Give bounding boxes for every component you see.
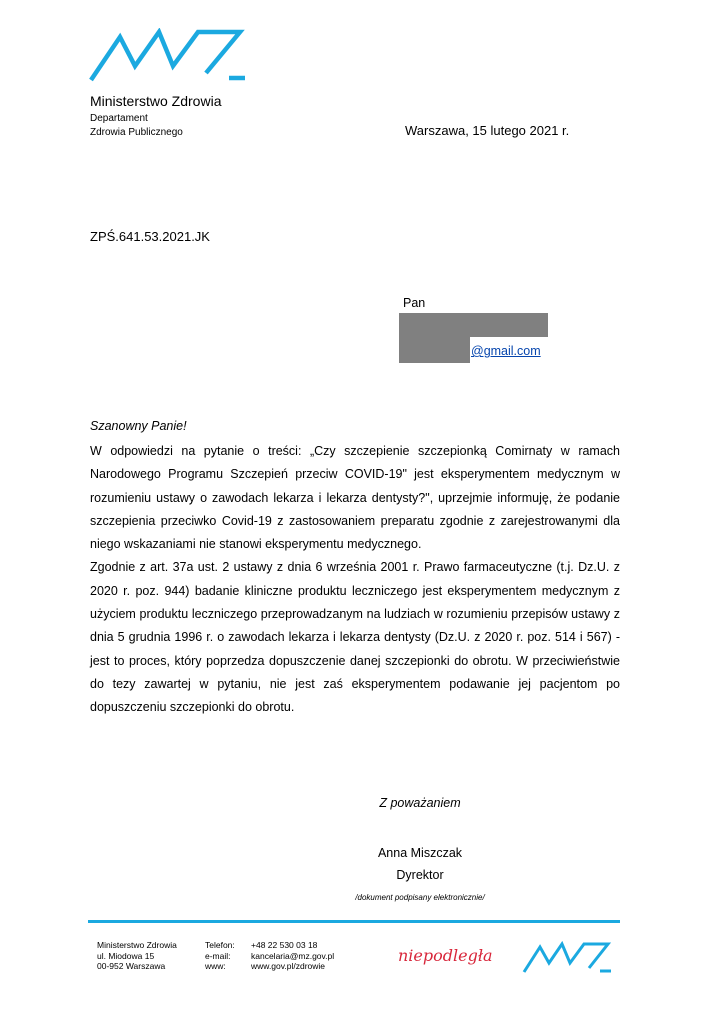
- signer-role: Dyrektor: [396, 868, 444, 882]
- footer-street: ul. Miodowa 15: [97, 950, 155, 961]
- footer-contact-labels: [205, 940, 235, 972]
- closing: Z poważaniem: [379, 796, 461, 810]
- letter-date: Warszawa, 15 lutego 2021 r.: [405, 123, 570, 138]
- body-paragraph: W odpowiedzi na pytanie o treści: „Czy szczepienie szczepionką Comirnaty w ramach Narodowego Programu Szczepień przeciw COVID-19" jest eksperymentem medycznym w rozumieniu ustawy o zawodach lekarza i lekarza dentysty?", uprzejmie informuję, że podanie szczepienia przeciwko Covid-19 z zastosowaniem preparatu zgodnie z zarejestrowanymi dla niego wskazaniami nie stanowi eksperymentu medycznego.: [90, 444, 620, 552]
- footer-phone: +48 22 530 03 18: [251, 940, 318, 950]
- footer-email[interactable]: kancelaria@mz.gov.pl: [251, 950, 335, 961]
- footer-phone-label: Telefon:: [205, 940, 235, 950]
- department-line-2: Zdrowia Publicznego: [90, 127, 183, 138]
- ministry-logo-small: [522, 941, 614, 975]
- reference-number: ZPŚ.641.53.2021.JK: [90, 229, 210, 244]
- redaction-block: [399, 313, 548, 337]
- letter-body: [90, 440, 620, 720]
- department-name: [90, 112, 183, 140]
- body-paragraph: Zgodnie z art. 37a ust. 2 ustawy z dnia 6 września 2001 r. Prawo farmaceutyczne (t.j. Dz.U. z 2020 r. poz. 944) badanie kliniczne produktu leczniczego jest eksperymentem medycznym z użyciem produktu leczniczego przeprowadzanym na ludziach w rozumieniu przepisów ustawy z dnia 5 grudnia 1996 r. o zawodach lekarza i lekarza dentysty (Dz.U. z 2020 r. poz. 514 i 567) - jest to proces, który poprzedza dopuszczenie danej szczepionki do obrotu. W przeciwieństwie do tezy zawartej w pytaniu, nie jest zaś eksperymentem podawanie jej pacjentom po dopuszczeniu szczepionki do obrotu.: [90, 560, 620, 715]
- signer-name: Anna Miszczak: [377, 846, 463, 860]
- ministry-name: Ministerstwo Zdrowia: [90, 93, 222, 109]
- footer-www-label: www:: [205, 961, 226, 971]
- ministry-logo: [88, 28, 248, 84]
- niepodlegla-badge: niepodległa: [398, 946, 493, 965]
- footer-divider: [88, 920, 620, 923]
- footer-www[interactable]: www.gov.pl/zdrowie: [251, 961, 326, 971]
- redaction-block: [399, 337, 470, 363]
- footer-org-name: Ministerstwo Zdrowia: [97, 940, 177, 950]
- signature-note: /dokument podpisany elektronicznie/: [355, 893, 485, 902]
- department-line-1: Departament: [90, 113, 148, 124]
- salutation: Szanowny Panie!: [90, 419, 187, 433]
- addressee-title: Pan: [403, 296, 426, 310]
- addressee-email-link[interactable]: @gmail.com: [471, 344, 541, 358]
- footer-email-label: e-mail:: [205, 950, 231, 961]
- footer-postal: 00-952 Warszawa: [97, 961, 166, 971]
- footer-contact-values: [251, 940, 334, 972]
- footer-address: [97, 940, 177, 972]
